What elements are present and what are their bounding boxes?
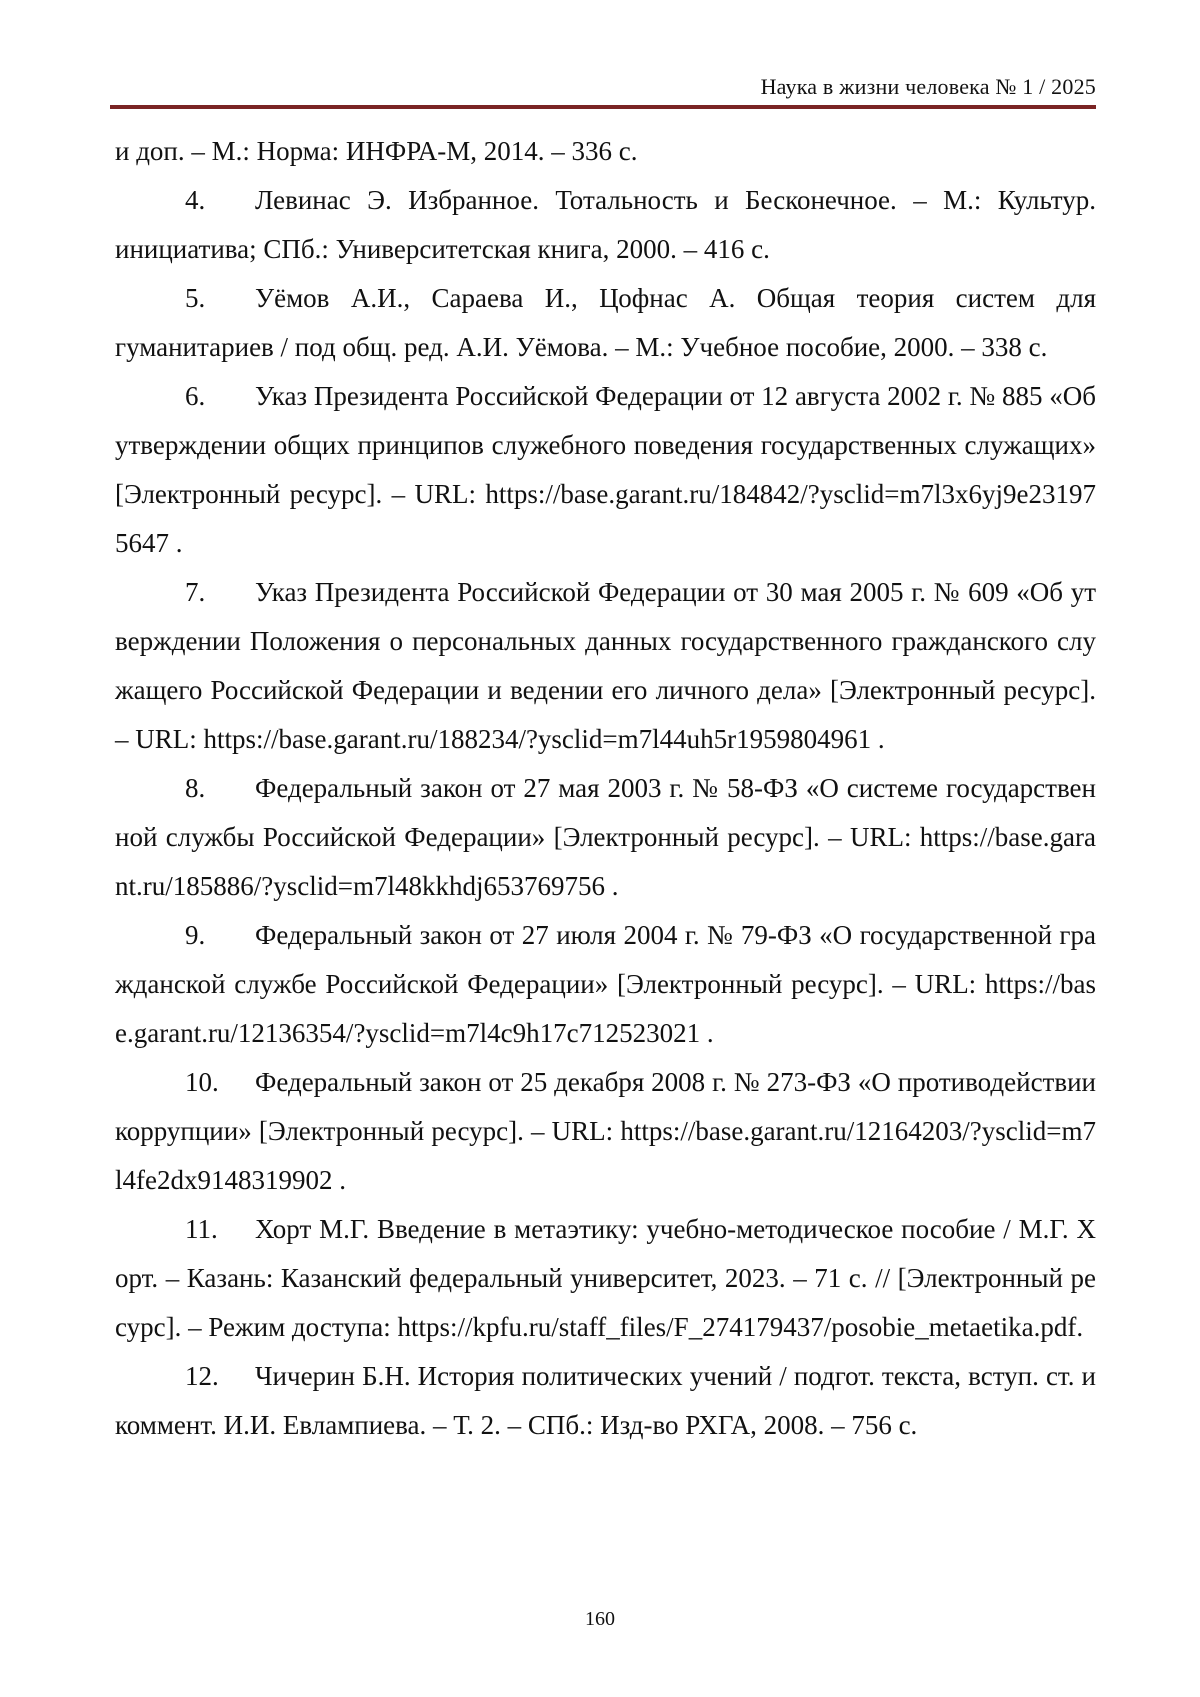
reference-number: 5. (185, 283, 206, 313)
reference-item-10 (115, 1058, 1096, 1205)
reference-continuation: и доп. – М.: Норма: ИНФРА-М, 2014. – 336 с. (115, 136, 638, 166)
reference-text: Чичерин Б.Н. История политических учений / подгот. текста, вступ. ст. и коммент. И.И. Евлампиева. – Т. 2. – СПб.: Изд-во РХГА, 2008. – 756 с. (115, 1361, 1096, 1440)
reference-number: 11. (185, 1214, 218, 1244)
reference-list (115, 127, 1096, 1450)
header-rule (110, 105, 1096, 109)
running-header: Наука в жизни человека № 1 / 2025 (760, 74, 1096, 99)
reference-text: Левинас Э. Избранное. Тотальность и Бесконечное. – М.: Культур. инициатива; СПб.: Университетская книга, 2000. – 416 с. (115, 185, 1096, 264)
reference-text: Указ Президента Российской Федерации от 30 мая 2005 г. № 609 «Об утверждении Положения о персональных данных государственного гражданского служащего Российской Федерации и ведении его личного дела» [Электронный ресурс]. – URL: https://base.garant.ru/188234/?ysclid=m7l44uh5r1959804961 . (115, 577, 1096, 754)
reference-item-12 (115, 1352, 1096, 1450)
reference-item-8 (115, 764, 1096, 911)
page-number: 160 (585, 1608, 615, 1630)
reference-number: 4. (185, 185, 206, 215)
reference-number: 9. (185, 920, 206, 950)
reference-text: Федеральный закон от 27 мая 2003 г. № 58-ФЗ «О системе государственной службы Российской Федерации» [Электронный ресурс]. – URL: https://base.garant.ru/185886/?ysclid=m7l48kkhdj653769756 . (115, 773, 1096, 901)
reference-item-4 (115, 176, 1096, 274)
reference-number: 8. (185, 773, 206, 803)
reference-item-11 (115, 1205, 1096, 1352)
reference-item-9 (115, 911, 1096, 1058)
reference-text: Хорт М.Г. Введение в метаэтику: учебно-методическое пособие / М.Г. Хорт. – Казань: Казанский федеральный университет, 2023. – 71 с. // [Электронный ресурс]. – Режим доступа: https://kpfu.ru/staff_files/F_274179437/posobie_metaetika.pdf. (115, 1214, 1096, 1342)
reference-item-7 (115, 568, 1096, 764)
reference-text: Федеральный закон от 27 июля 2004 г. № 79-ФЗ «О государственной гражданской службе Российской Федерации» [Электронный ресурс]. – URL: https://base.garant.ru/12136354/?ysclid=m7l4c9h17c712523021 . (115, 920, 1096, 1048)
reference-text: Федеральный закон от 25 декабря 2008 г. № 273-ФЗ «О противодействии коррупции» [Электронный ресурс]. – URL: https://base.garant.ru/12164203/?ysclid=m7l4fe2dx9148319902 . (115, 1067, 1096, 1195)
reference-number: 10. (185, 1067, 219, 1097)
reference-item-5 (115, 274, 1096, 372)
reference-item-6 (115, 372, 1096, 568)
reference-text: Указ Президента Российской Федерации от 12 августа 2002 г. № 885 «Об утверждении общих принципов служебного поведения государственных служащих» [Электронный ресурс]. – URL: https://base.garant.ru/184842/?ysclid=m7l3x6yj9e231975647 . (115, 381, 1096, 558)
reference-number: 12. (185, 1361, 219, 1391)
reference-number: 6. (185, 381, 206, 411)
reference-text: Уёмов А.И., Сараева И., Цофнас А. Общая теория систем для гуманитариев / под общ. ред. А.И. Уёмова. – М.: Учебное пособие, 2000. – 338 с. (115, 283, 1096, 362)
reference-number: 7. (185, 577, 206, 607)
